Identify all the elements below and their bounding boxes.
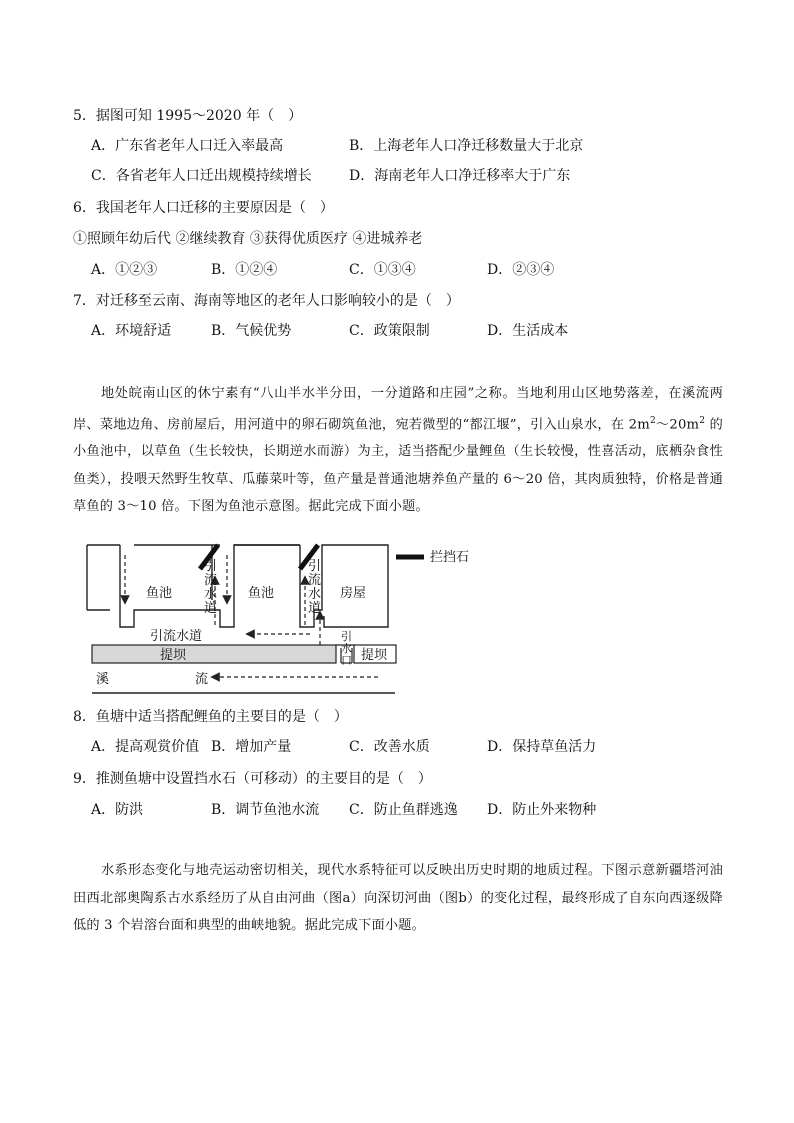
svg-text:流: 流 xyxy=(204,573,218,588)
q8-option-c: C．改善水质 xyxy=(349,739,430,755)
q9-option-c: C．防止鱼群逃逸 xyxy=(349,802,458,818)
q8-option-a: A．提高观赏价值 xyxy=(91,739,200,755)
svg-text:引: 引 xyxy=(308,559,322,574)
dam-left xyxy=(92,645,336,663)
q7-option-a: A．环境舒适 xyxy=(91,323,172,339)
channel-horizontal-label: 引流水道 xyxy=(150,629,203,644)
q6-option-d: D．②③④ xyxy=(487,262,555,278)
q9-option-a: A．防洪 xyxy=(91,802,144,818)
legend-label: 拦挡石 xyxy=(430,550,470,565)
stream-label-1: 溪 xyxy=(96,672,110,687)
pond-label-1: 鱼池 xyxy=(146,586,173,601)
q6-stem: 6．我国老年人口迁移的主要原因是（ ） xyxy=(73,200,334,216)
svg-text:引: 引 xyxy=(204,559,218,574)
q5-option-d: D．海南老年人口净迁移率大于广东 xyxy=(349,168,571,184)
inlet-label xyxy=(341,629,352,667)
dam-label-left: 提坝 xyxy=(160,648,187,663)
svg-text:引: 引 xyxy=(341,630,352,643)
q9-stem: 9．推测鱼塘中设置挡水石（可移动）的主要目的是（ ） xyxy=(73,771,432,787)
q8-option-d: D．保持草鱼活力 xyxy=(487,739,597,755)
q6-option-a: A．①②③ xyxy=(91,262,158,278)
q8-stem: 8．鱼塘中适当搭配鲤鱼的主要目的是（ ） xyxy=(73,709,348,725)
svg-text:水: 水 xyxy=(204,587,218,602)
q6-list: ①照顾年幼后代 ②继续教育 ③获得优质医疗 ④进城养老 xyxy=(73,231,423,247)
svg-text:水: 水 xyxy=(341,642,352,655)
q5-option-c: C．各省老年人口迁出规模持续增长 xyxy=(91,168,312,184)
q9-option-b: B．调节鱼池水流 xyxy=(211,802,320,818)
q6-option-b: B．①②④ xyxy=(211,262,278,278)
q9-option-d: D．防止外来物种 xyxy=(487,802,597,818)
channel-vertical-label-1 xyxy=(204,558,217,616)
q6-option-c: C．①③④ xyxy=(349,262,416,278)
q5-option-b: B．上海老年人口净迁移数量大于北京 xyxy=(349,138,584,154)
stream-label-2: 流 xyxy=(195,672,209,687)
pond-outline xyxy=(87,545,395,693)
channel-vertical-label-2 xyxy=(308,558,321,616)
q8-option-b: B．增加产量 xyxy=(211,739,292,755)
svg-text:流: 流 xyxy=(308,573,322,588)
svg-text:口: 口 xyxy=(341,654,352,667)
q5-option-a: A．广东省老年人口迁入率最高 xyxy=(91,138,284,154)
dam-label-right: 提坝 xyxy=(361,648,388,663)
q7-option-b: B．气候优势 xyxy=(211,323,292,339)
svg-text:水: 水 xyxy=(308,587,322,602)
q7-stem: 7．对迁移至云南、海南等地区的老年人口影响较小的是（ ） xyxy=(73,293,460,309)
passage-river-system: 水系形态变化与地壳运动密切相关，现代水系特征可以反映出历史时期的地质过程。下图示意新疆塔河油田西北部奥陶系古水系经历了从自由河曲（图a）向深切河曲（图b）的变化过程，最终形成了自东向西逐级降低的 3 个岩溶台面和典型的曲峡地貌。据此完成下面小题。 xyxy=(73,863,723,933)
svg-text:道: 道 xyxy=(308,601,322,616)
pond-label-2: 鱼池 xyxy=(248,586,275,601)
q5-stem: 5．据图可知 1995～2020 年（ ） xyxy=(73,108,303,124)
q7-option-d: D．生活成本 xyxy=(487,323,569,339)
house-label: 房屋 xyxy=(340,586,367,601)
q7-option-c: C．政策限制 xyxy=(349,323,430,339)
passage-fish-pond: 地处皖南山区的休宁素有“八山半水半分田，一分道路和庄园”之称。当地利用山区地势落差，在溪流两岸、菜地边角、房前屋后，用河道中的卵石砌筑鱼池，宛若微型的“都江堰”，引入山泉水，在 $2m^2\sim 20m^2$ 的小鱼池中，以草鱼（生长较快，长期逆水而游）为主，适当搭配少量鲤鱼（生长较慢，性喜活动，底栖杂食性鱼类），投喂天然野生牧草、瓜藤菜叶等，鱼产量是普通池塘养鱼产量的 6～20 倍，其肉质独特，价格是普通草鱼的 3～10 倍。下图为鱼池示意图。据此完成下面小题。 xyxy=(73,386,723,515)
svg-text:道: 道 xyxy=(204,601,218,616)
